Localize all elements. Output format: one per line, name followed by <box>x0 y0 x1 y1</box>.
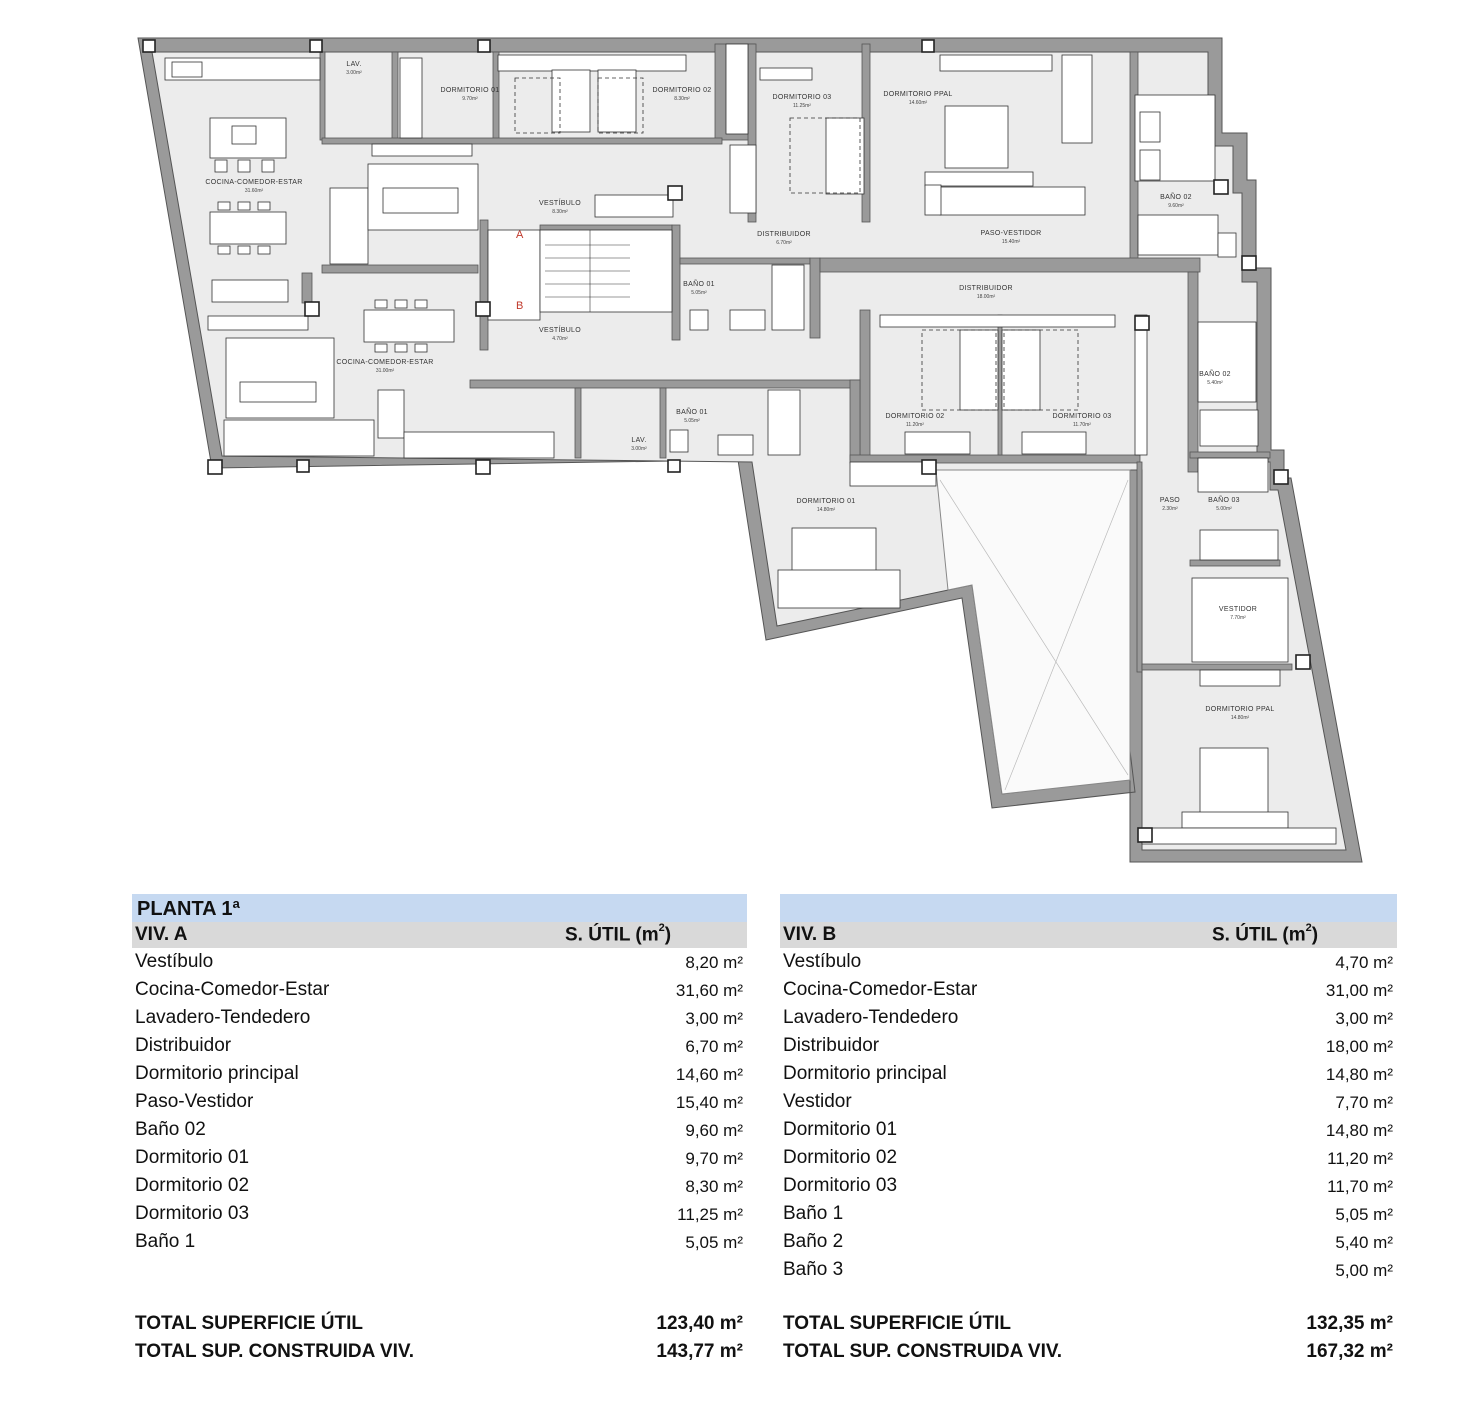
room-area: 5,05 m² <box>1335 1205 1393 1224</box>
table-row <box>780 1032 1397 1060</box>
room-name: Dormitorio principal <box>135 1063 299 1084</box>
table-row <box>780 1116 1397 1144</box>
table-rows <box>780 948 1397 1284</box>
room-area: 5,00 m² <box>1335 1261 1393 1280</box>
stair-mark-a: A <box>516 229 524 241</box>
room-area: 11,70 m² <box>1327 1177 1393 1196</box>
table-row <box>780 1060 1397 1088</box>
room-area-label: 4.70m² <box>552 336 568 342</box>
room-name: Cocina-Comedor-Estar <box>135 979 330 1000</box>
room-label: DORMITORIO 03 <box>1052 413 1112 420</box>
total-util-label: TOTAL SUPERFICIE ÚTIL <box>783 1313 1012 1334</box>
room-label: DORMITORIO 02 <box>885 413 945 420</box>
total-util-value: 123,40 m² <box>656 1313 743 1334</box>
table-row <box>780 1200 1397 1228</box>
table-row <box>780 1172 1397 1200</box>
room-label: COCINA-COMEDOR-ESTAR <box>205 179 303 186</box>
room-area: 14,80 m² <box>1325 1065 1393 1084</box>
room-label: COCINA-COMEDOR-ESTAR <box>336 359 434 366</box>
room-area-label: 8.30m² <box>552 209 568 215</box>
room-area-label: 9.60m² <box>1168 203 1184 209</box>
room-area: 9,60 m² <box>685 1121 743 1140</box>
room-label: DORMITORIO 02 <box>652 87 712 94</box>
room-label: BAÑO 02 <box>1160 194 1192 201</box>
total-util-label: TOTAL SUPERFICIE ÚTIL <box>135 1313 364 1334</box>
total-util-row <box>132 1313 747 1341</box>
table-row <box>132 976 747 1004</box>
room-area: 11,20 m² <box>1327 1149 1393 1168</box>
room-label: VESTÍBULO <box>539 327 581 334</box>
total-construida-value: 143,77 m² <box>656 1341 743 1362</box>
room-area: 7,70 m² <box>1335 1093 1393 1112</box>
room-name: Dormitorio 02 <box>135 1175 250 1196</box>
room-label: LAV. <box>631 437 647 444</box>
room-area-label: 31.60m² <box>244 188 264 194</box>
table-viv-a <box>132 894 747 1362</box>
table-row <box>132 1116 747 1144</box>
table-row <box>780 1256 1397 1284</box>
room-area-label: 18.00m² <box>976 294 996 300</box>
table-rows <box>132 948 747 1256</box>
table-title <box>780 894 1397 922</box>
room-name: Dormitorio 01 <box>135 1147 250 1168</box>
room-area: 11,25 m² <box>677 1205 743 1224</box>
column-header-area: S. ÚTIL $(m^2)$ <box>565 922 672 946</box>
table-row <box>780 1088 1397 1116</box>
room-area: 31,00 m² <box>1325 981 1393 1000</box>
table-row <box>132 1004 747 1032</box>
table-title: PLANTA 1ª <box>132 894 747 922</box>
table-row <box>132 1060 747 1088</box>
room-area-label: 5.00m² <box>1216 506 1232 512</box>
table-row <box>132 1200 747 1228</box>
room-area-label: 7.70m² <box>1230 615 1246 621</box>
room-area: 3,00 m² <box>1335 1009 1393 1028</box>
room-area-label: 5.05m² <box>684 418 700 424</box>
room-area: 18,00 m² <box>1325 1037 1393 1056</box>
column-header-unit: VIV. A <box>135 924 188 945</box>
room-area: 5,05 m² <box>685 1233 743 1252</box>
table-viv-b <box>780 894 1397 1362</box>
column-header-area: S. ÚTIL $(m^2)$ <box>1212 922 1319 946</box>
room-name: Distribuidor <box>135 1035 232 1056</box>
room-area-label: 9.70m² <box>462 96 478 102</box>
room-area-label: 3.00m² <box>631 446 647 452</box>
room-area-label: 11.70m² <box>1073 422 1091 428</box>
table-row <box>780 948 1397 976</box>
room-area-label: 3.00m² <box>346 70 362 76</box>
room-label: LAV. <box>346 61 362 68</box>
table-row <box>780 1004 1397 1032</box>
room-label: VESTÍBULO <box>539 200 581 207</box>
room-area: 6,70 m² <box>685 1037 743 1056</box>
room-name: Vestíbulo <box>783 951 862 972</box>
room-area-label: 14.60m² <box>908 100 928 106</box>
total-construida-row <box>780 1341 1397 1369</box>
total-construida-label: TOTAL SUP. CONSTRUIDA VIV. <box>783 1341 1063 1362</box>
room-label: PASO <box>1159 497 1181 504</box>
table-row <box>780 1144 1397 1172</box>
room-name: Lavadero-Tendedero <box>135 1007 311 1028</box>
total-construida-value: 167,32 m² <box>1306 1341 1393 1362</box>
room-name: Dormitorio 02 <box>783 1147 898 1168</box>
column-header-unit: VIV. B <box>783 924 837 945</box>
total-util-row <box>780 1313 1397 1341</box>
room-label: VESTIDOR <box>1218 606 1258 613</box>
table-row <box>132 1172 747 1200</box>
room-area: 4,70 m² <box>1335 953 1393 972</box>
room-name: Baño 3 <box>783 1259 844 1280</box>
room-area-label: 5.40m² <box>1207 380 1223 386</box>
room-name: Baño 1 <box>783 1203 844 1224</box>
room-label: BAÑO 01 <box>676 409 708 416</box>
total-construida-label: TOTAL SUP. CONSTRUIDA VIV. <box>135 1341 415 1362</box>
room-name: Vestidor <box>783 1091 852 1112</box>
room-area: 8,20 m² <box>685 953 743 972</box>
room-name: Vestíbulo <box>135 951 214 972</box>
room-area-label: 14.80m² <box>816 507 836 513</box>
room-name: Dormitorio 01 <box>783 1119 898 1140</box>
room-area-label: 11.25m² <box>793 103 811 109</box>
room-name: Baño 2 <box>783 1231 844 1252</box>
room-name: Baño 1 <box>135 1231 196 1252</box>
table-row <box>132 1144 747 1172</box>
room-area: 3,00 m² <box>685 1009 743 1028</box>
table-row <box>132 1088 747 1116</box>
room-area-label: 14.80m² <box>1230 715 1250 721</box>
room-area-label: 31.00m² <box>375 368 395 374</box>
total-construida-row <box>132 1341 747 1369</box>
room-label: DORMITORIO 01 <box>440 87 500 94</box>
room-name: Baño 02 <box>135 1119 206 1140</box>
room-area-label: 6.70m² <box>776 240 792 246</box>
room-area-label: 8.30m² <box>674 96 690 102</box>
room-area: 14,60 m² <box>675 1065 743 1084</box>
room-name: Dormitorio 03 <box>135 1203 250 1224</box>
room-label: DORMITORIO 03 <box>772 94 832 101</box>
room-area-label: 5.05m² <box>691 290 707 296</box>
table-header <box>132 922 747 948</box>
room-area: 5,40 m² <box>1335 1233 1393 1252</box>
room-label: PASO-VESTIDOR <box>980 230 1042 237</box>
room-label: BAÑO 03 <box>1208 497 1240 504</box>
room-area-label: 11.20m² <box>906 422 924 428</box>
room-area-label: 2.30m² <box>1162 506 1178 512</box>
total-util-value: 132,35 m² <box>1306 1313 1393 1334</box>
room-name: Dormitorio principal <box>783 1063 947 1084</box>
room-name: Paso-Vestidor <box>135 1091 254 1112</box>
room-name: Cocina-Comedor-Estar <box>783 979 978 1000</box>
room-label: BAÑO 01 <box>683 281 715 288</box>
room-area: 9,70 m² <box>685 1149 743 1168</box>
room-label: DISTRIBUIDOR <box>757 231 811 238</box>
room-area: 31,60 m² <box>675 981 743 1000</box>
table-row <box>780 976 1397 1004</box>
terrace <box>936 470 1130 794</box>
room-label: BAÑO 02 <box>1199 371 1231 378</box>
table-header <box>780 922 1397 948</box>
room-label: DORMITORIO 01 <box>796 498 856 505</box>
stair-mark-b: B <box>516 300 524 312</box>
room-name: Lavadero-Tendedero <box>783 1007 959 1028</box>
table-row <box>780 1228 1397 1256</box>
table-row <box>132 948 747 976</box>
room-label: DORMITORIO PPAL <box>883 91 953 98</box>
room-area: 14,80 m² <box>1325 1121 1393 1140</box>
table-row <box>132 1228 747 1256</box>
table-row <box>132 1032 747 1060</box>
room-area: 8,30 m² <box>685 1177 743 1196</box>
room-label: DISTRIBUIDOR <box>959 285 1013 292</box>
room-label: DORMITORIO PPAL <box>1205 706 1275 713</box>
room-name: Distribuidor <box>783 1035 880 1056</box>
room-area-label: 15.40m² <box>1001 239 1021 245</box>
room-name: Dormitorio 03 <box>783 1175 898 1196</box>
room-area: 15,40 m² <box>675 1093 743 1112</box>
